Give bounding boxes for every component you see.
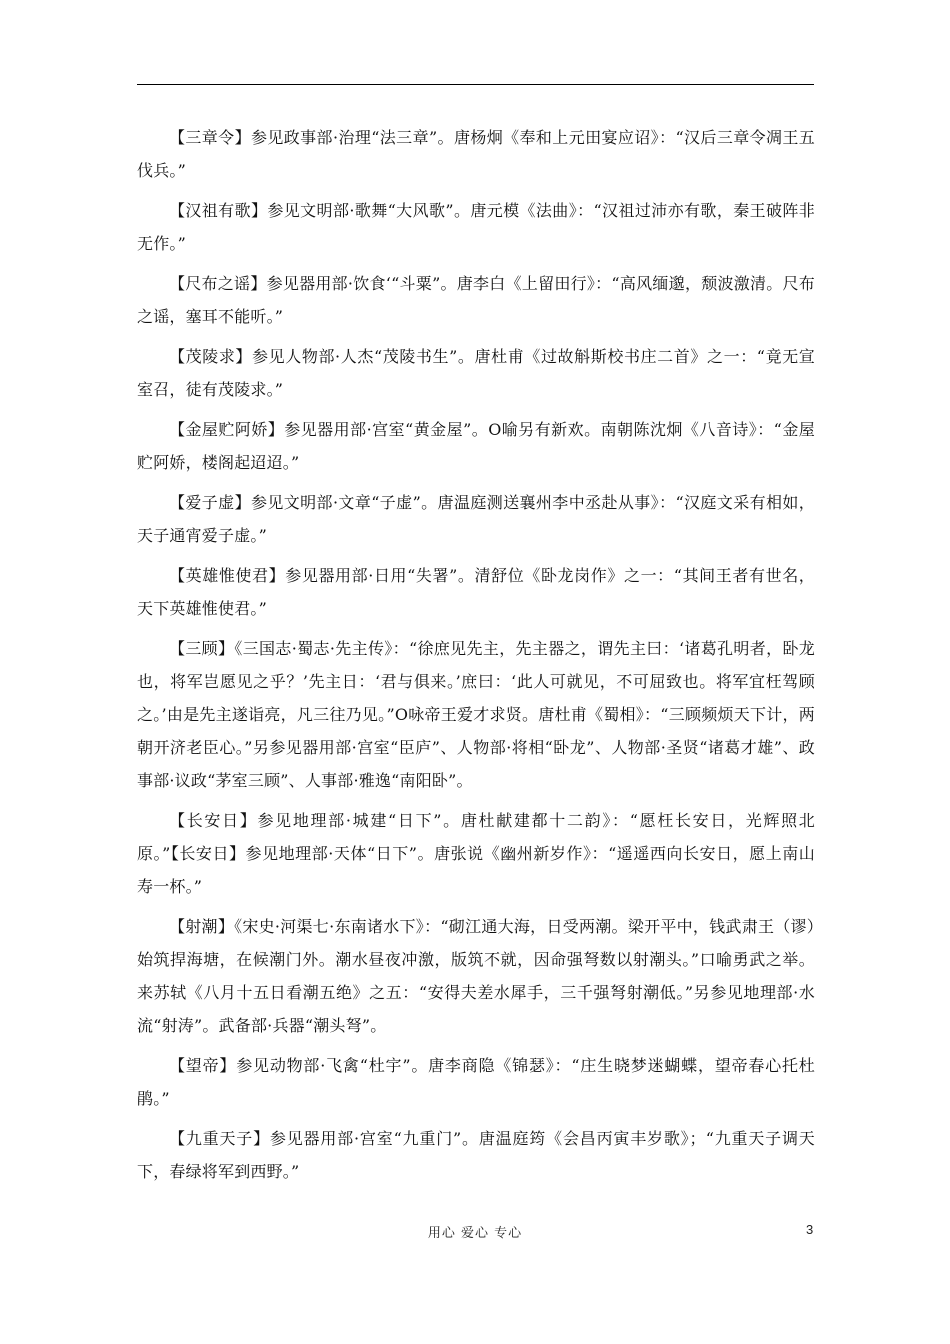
entry-jiu-chong-tian-zi: 【九重天子】参见器用部·宫室“九重门”。唐温庭筠《会昌丙寅丰岁歌》；“九重天子调天下，春绿将军到西野。” [137, 1129, 815, 1181]
page-number: 3 [806, 1222, 814, 1237]
entry-chi-bu-zhi-yao: 【尺布之谣】参见器用部·饮食‘“斗粟”。唐李白《上留田行》：“高风缅邈，颓波激清。尺布之谣，塞耳不能听。” [137, 274, 815, 326]
header-rule [137, 84, 814, 85]
entry-san-zhang-ling: 【三章令】参见政事部·治理“法三章”。唐杨炯《奉和上元田宴应诏》：“汉后三章令凋王五伐兵。” [137, 128, 815, 180]
entry-wang-di: 【望帝】参见动物部·飞禽“杜宇”。唐李商隐《锦瑟》：“庄生晓梦迷蝴蝶，望帝春心托杜鹃。” [137, 1056, 815, 1108]
entry-ying-xiong-wei-shi-jun: 【英雄惟使君】参见器用部·日用“失署”。清舒位《卧龙岗作》之一：“其间王者有世名，天下英雄惟使君。” [137, 566, 815, 618]
entry-she-chao: 【射潮】《宋史·河渠七·东南诸水下》：“砌江通大海，日受两潮。梁开平中，钱武肃王（谬）始筑捍海塘，在候潮门外。潮水昼夜冲激，版筑不就，因命强弩数以射潮头。”口喻勇武之举。来苏轼《八月十五日看潮五绝》之五：“安得夫差水犀手，三千强弩射潮低。”另参见地理部·水流“射涛”。武备部·兵器“潮头弩”。 [137, 917, 815, 1035]
entry-jin-wu-zhu-a-jiao: 【金屋贮阿娇】参见器用部·宫室“黄金屋”。O喻另有新欢。南朝陈沈炯《八音诗》：“金屋贮阿娇，楼阁起迢迢。” [137, 420, 815, 472]
page-footer: 用心 爱心 专心 [427, 1226, 523, 1241]
entry-chang-an-ri: 【长安日】参见地理部·城建“日下”。唐杜献建都十二韵》：“愿枉长安日，光辉照北原。”【长安日】参见地理部·天体“日下”。唐张说《幽州新岁作》：“遥遥西向长安日，愿上南山寿一杯。” [137, 811, 815, 896]
entry-ai-zi-xu: 【爱子虚】参见文明部·文章“子虚”。唐温庭测送襄州李中丞赴从事》：“汉庭文采有相如，天子通宵爱子虚。” [137, 493, 815, 545]
entry-san-gu: 【三顾】《三国志·蜀志·先主传》：“徐庶见先主，先主器之，谓先主曰：‘诸葛孔明者，卧龙也，将军岂愿见之乎？’先主日：‘君与俱来。’庶曰：‘此人可就见，不可屈致也。将军宜枉驾顾之。’由是先主遂诣亮，凡三往乃见。”O咏帝王爱才求贤。唐杜甫《蜀相》：“三顾频烦天下计，两朝开济老臣心。”另参见器用部·宫室“臣庐”、人物部·将相“卧龙”、人物部·圣贤“诸葛才雄”、政事部·议政“茅室三顾”、人事部·雅逸“南阳卧”。 [137, 639, 815, 790]
body-text [137, 121, 815, 1195]
entry-han-zu-you-ge: 【汉祖有歌】参见文明部·歌舞“大风歌”。唐元模《法曲》：“汉祖过沛亦有歌，秦王破阵非无作。” [137, 201, 815, 253]
entry-mao-ling-qiu: 【茂陵求】参见人物部·人杰“茂陵书生”。唐杜甫《过故斛斯校书庄二首》之一：“竟无宣室召，徒有茂陵求。” [137, 347, 815, 399]
